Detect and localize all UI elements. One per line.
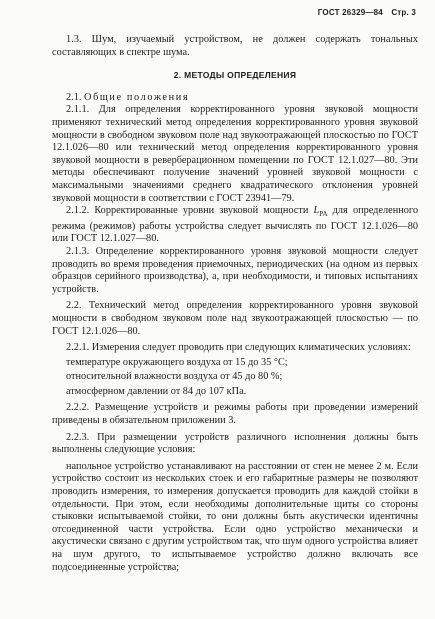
paragraph-2-2-3: 2.2.3. При размещении устройств различного исполнения должны быть выполнены следующие условия: [52,431,418,456]
paragraph-2-1-3: 2.1.3. Определение корректированного уровня звуковой мощности следует проводить во время проведения приемочных, периодических (на одном из первых образцов серийного производства), а, при необходимости, и типовых испытаниях устройств. [52,245,418,295]
subsection-number: 2.1. [66,91,82,103]
standard-number: ГОСТ 26329—84 [317,8,383,17]
condition-temperature: температуре окружающего воздуха от 15 до 35 °С; [66,356,288,368]
symbol-subscript: PA [319,210,328,219]
paragraph-2-2-2: 2.2.2. Размещение устройств и режимы работы при проведении измерений приведены в обязательном приложении 3. [52,402,418,427]
paragraph-2-2-1: 2.2.1. Измерения следует проводить при следующих климатических условиях: [66,342,411,354]
paragraph-1-3: 1.3. Шум, изучаемый устройством, не должен содержать тональных составляющих в спектре шума. [52,34,418,58]
paragraph-2-1-1: 2.1.1. Для определения корректированного уровня звуковой мощности применяют технический метод определения корректированного уровня звуковой мощности в свободном звуковом поле над звукоотражающей плоскостью по ГОСТ 12.1.026—80 или технический метод определения корректированного уровня звуковой мощности в реверберационном помещении по ГОСТ 12.1.027—80. Эти методы обеспечивают получение значений уровней звуковой мощности с максимальными значениями среднего квадратического отклонения уровней звуковой мощности в соответствии с ГОСТ 23941—79. [52,104,418,204]
document-body [52,34,418,574]
paragraph-2-1-2-end: для определенного режима (режимов) работы устройства следует вычислять по ГОСТ 12.1.026—80 или ГОСТ 12.1.027—80. [52,205,418,245]
page-number: Стр. 3 [391,8,416,17]
condition-humidity: относительной влажности воздуха от 45 до 80 %; [66,371,283,383]
paragraph-2-2: 2.2. Технический метод определения корректированного уровня звуковой мощности в свободном звуковом поле над звукоотражающей плоскостью — по ГОСТ 12.1.026—80. [52,300,418,337]
condition-pressure: атмосферном давлении от 84 до 107 кПа. [66,385,247,397]
page-header [312,8,416,17]
paragraph-floor-device: напольное устройство устанавливают на расстоянии от стен не менее 2 м. Если устройство состоит из нескольких стоек и его габаритные размеры не позволяют проводить измерения, то измерения допускается проводить для каждой стойки в отдельности. При этом, если необходимы дополнительные щиты со стороны стыковки испытываемой стойки, то они должны быть акустически идентичны отсоединенной части устройства. Если одно устройство механически и акустически связано с другим устройством так, что шум одного устройства влияет на шум другого, то испытываемое устройство должно включать все подсоединенные устройства; [52,460,418,573]
paragraph-2-1-2-start: 2.1.2. Корректированные уровни звуковой мощности [66,205,314,217]
subsection-2-1-heading [52,92,418,105]
symbol-l: L [313,205,320,217]
section-2-heading: 2. МЕТОДЫ ОПРЕДЕЛЕНИЯ [173,70,297,81]
subsection-title: Общие положения [84,91,190,103]
paragraph-2-1-2 [52,205,418,246]
